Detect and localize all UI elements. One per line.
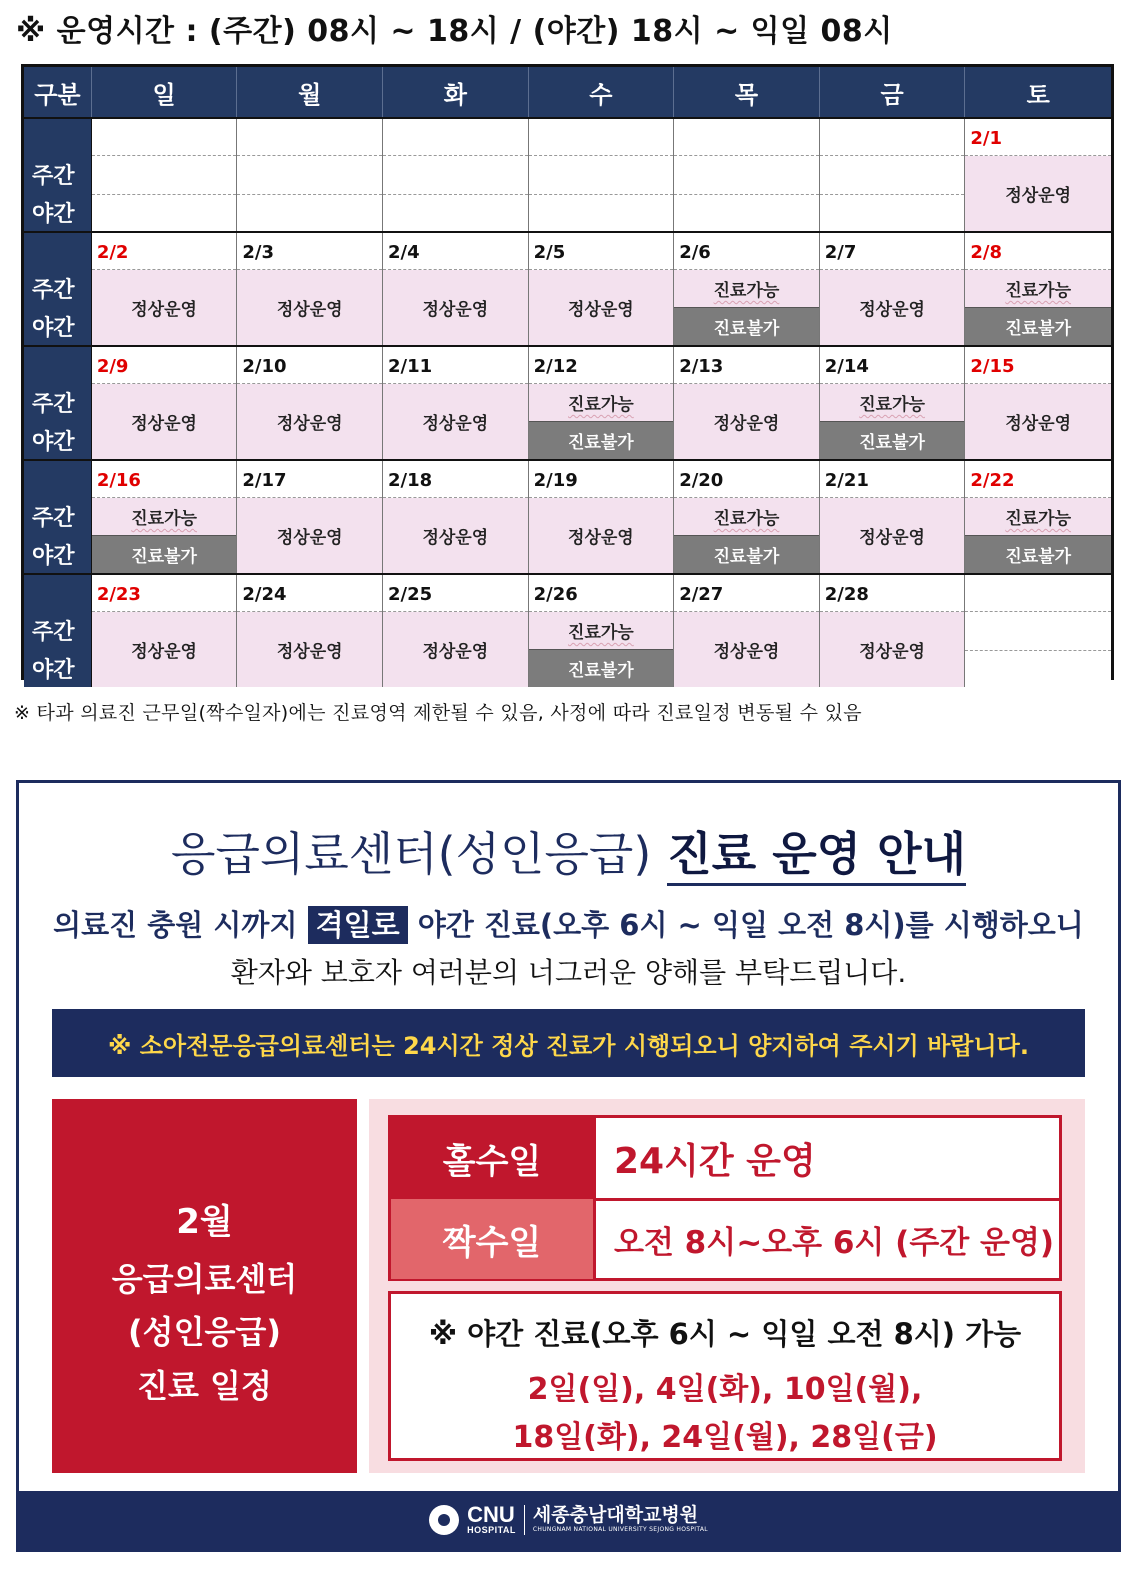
operating-hours-title: ※ 운영시간 : (주간) 08시 ~ 18시 / (야간) 18시 ~ 익일 08시 <box>16 14 893 49</box>
status-day-available: 진료가능 <box>674 498 819 535</box>
hospital-name-kr: 세종충남대학교병원 <box>532 1504 699 1526</box>
day-date <box>825 121 965 155</box>
day-date <box>97 121 237 155</box>
night-shift-label: 야간 <box>32 658 75 683</box>
day-date: 2/11 <box>388 355 433 377</box>
calendar-day-cell <box>674 575 820 687</box>
calendar-day-cell <box>383 233 529 345</box>
status-empty <box>92 156 237 231</box>
calendar-day-cell <box>383 461 529 573</box>
logo-divider <box>524 1505 525 1535</box>
even-day-key: 짝수일 <box>391 1199 593 1279</box>
calendar-day-cell <box>820 233 966 345</box>
status-normal: 정상운영 <box>237 384 382 459</box>
calendar-day-cell <box>965 347 1111 459</box>
status-normal: 정상운영 <box>820 498 965 573</box>
calendar-header <box>24 67 1111 117</box>
status-normal: 정상운영 <box>529 270 674 345</box>
calendar-week-row <box>24 459 1111 573</box>
week-row-label <box>24 119 92 231</box>
schedule-adult: (성인응급) <box>128 1313 281 1351</box>
day-date: 2/28 <box>824 583 869 605</box>
header-fri: 금 <box>820 67 966 117</box>
day-date <box>534 121 674 155</box>
day-date: 2/16 <box>96 469 141 491</box>
day-date: 2/1 <box>970 127 1002 149</box>
hospital-logo-icon <box>429 1505 459 1535</box>
night-shift-label: 야간 <box>32 202 75 227</box>
night-dates-line1: 2일(일), 4일(화), 10일(월), <box>527 1372 923 1407</box>
night-dates-line2: 18일(화), 24일(월), 28일(금) <box>512 1420 938 1455</box>
announcement-part-a: 의료진 충원 시까지 <box>53 908 298 942</box>
announcement-part-b: 야간 진료(오후 6시 ~ 익일 오전 8시)를 시행하오니 <box>417 908 1084 942</box>
poster-title <box>19 818 1118 884</box>
cnu-sub-text: HOSPITAL <box>467 1525 516 1535</box>
even-day-row <box>391 1199 1059 1279</box>
night-title: ※ 야간 진료(오후 6시 ~ 익일 오전 8시) 가능 <box>428 1317 1022 1351</box>
week-row-label <box>24 461 92 573</box>
day-shift-label: 주간 <box>32 278 75 303</box>
calendar-day-cell <box>383 347 529 459</box>
status-normal: 정상운영 <box>383 498 528 573</box>
status-day-available: 진료가능 <box>965 270 1111 307</box>
status-split <box>965 270 1111 345</box>
status-split <box>820 384 965 459</box>
day-date: 2/24 <box>242 583 287 605</box>
calendar-day-cell <box>965 233 1111 345</box>
status-normal: 정상운영 <box>820 270 965 345</box>
empty-divider <box>674 194 819 195</box>
header-thu: 목 <box>674 67 820 117</box>
day-shift-label: 주간 <box>32 506 75 531</box>
day-date: 2/18 <box>388 469 433 491</box>
calendar-day-cell <box>820 119 966 231</box>
status-split <box>529 612 674 687</box>
day-date: 2/23 <box>96 583 141 605</box>
cnu-logo-text <box>467 1502 516 1535</box>
header-category: 구분 <box>24 67 92 117</box>
status-empty <box>820 156 965 231</box>
status-night-unavailable: 진료불가 <box>529 421 674 459</box>
status-split <box>674 498 819 573</box>
empty-divider <box>820 194 965 195</box>
status-empty <box>529 156 674 231</box>
status-empty <box>237 156 382 231</box>
header-sat: 토 <box>1026 80 1050 109</box>
calendar-day-cell <box>529 461 675 573</box>
status-normal: 정상운영 <box>237 270 382 345</box>
alternate-day-highlight: 격일로 <box>308 906 408 944</box>
status-night-unavailable: 진료불가 <box>674 307 819 345</box>
calendar-day-cell <box>965 575 1111 687</box>
calendar-day-cell <box>237 347 383 459</box>
status-empty <box>965 612 1111 687</box>
calendar-day-cell <box>820 461 966 573</box>
status-split <box>529 384 674 459</box>
calendar-week-row <box>24 231 1111 345</box>
calendar-day-cell <box>92 461 238 573</box>
status-night-unavailable: 진료불가 <box>965 307 1111 345</box>
calendar-day-cell <box>529 347 675 459</box>
calendar-day-cell <box>529 119 675 231</box>
calendar-week-row <box>24 117 1111 231</box>
day-date: 2/5 <box>533 241 566 263</box>
status-normal: 정상운영 <box>92 384 237 459</box>
calendar-day-cell <box>965 119 1111 231</box>
day-date: 2/10 <box>242 355 287 377</box>
day-date <box>388 121 528 155</box>
status-night-unavailable: 진료불가 <box>965 535 1111 573</box>
calendar-week-row <box>24 345 1111 459</box>
status-normal: 정상운영 <box>92 612 237 687</box>
day-type-table <box>388 1115 1062 1281</box>
night-shift-label: 야간 <box>32 316 75 341</box>
status-split <box>965 498 1111 573</box>
odd-day-key: 홀수일 <box>391 1118 593 1198</box>
calendar-day-cell <box>237 119 383 231</box>
calendar-day-cell <box>820 347 966 459</box>
status-empty <box>383 156 528 231</box>
pediatric-notice-bar: ※ 소아전문응급의료센터는 24시간 정상 진료가 시행되오니 양지하여 주시기 바랍니다. <box>52 1009 1085 1077</box>
status-normal: 정상운영 <box>674 612 819 687</box>
status-normal: 정상운영 <box>383 270 528 345</box>
night-availability-box <box>388 1291 1062 1461</box>
day-date: 2/20 <box>679 469 724 491</box>
day-date: 2/14 <box>824 355 869 377</box>
status-day-available: 진료가능 <box>529 384 674 421</box>
calendar-footnote: ※ 타과 의료진 근무일(짝수일자)에는 진료영역 제한될 수 있음, 사정에 따라 진료일정 변동될 수 있음 <box>14 702 862 724</box>
status-normal: 정상운영 <box>965 156 1111 231</box>
day-date: 2/13 <box>679 355 724 377</box>
day-date: 2/12 <box>533 355 578 377</box>
status-normal: 정상운영 <box>529 498 674 573</box>
status-normal: 정상운영 <box>383 384 528 459</box>
empty-divider <box>92 194 237 195</box>
calendar-week-row <box>24 573 1111 687</box>
status-split <box>92 498 237 573</box>
calendar-day-cell <box>674 233 820 345</box>
status-normal: 정상운영 <box>92 270 237 345</box>
status-night-unavailable: 진료불가 <box>674 535 819 573</box>
header-sun: 일 <box>92 67 238 117</box>
calendar-day-cell <box>383 119 529 231</box>
day-date: 2/22 <box>970 469 1015 491</box>
status-normal: 정상운영 <box>383 612 528 687</box>
odd-day-row <box>391 1118 1059 1201</box>
empty-divider <box>237 194 382 195</box>
poster-apology: 환자와 보호자 여러분의 너그러운 양해를 부탁드립니다. <box>230 956 907 989</box>
header-tue: 화 <box>383 67 529 117</box>
calendar-day-cell <box>92 119 238 231</box>
day-date: 2/6 <box>679 241 711 263</box>
day-date: 2/4 <box>388 241 420 263</box>
calendar-day-cell <box>92 347 238 459</box>
status-empty <box>674 156 819 231</box>
status-night-unavailable: 진료불가 <box>820 421 965 459</box>
day-shift-label: 주간 <box>32 392 75 417</box>
empty-divider <box>529 194 674 195</box>
calendar-day-cell <box>674 119 820 231</box>
status-night-unavailable: 진료불가 <box>92 535 237 573</box>
info-panel <box>369 1099 1085 1473</box>
calendar-day-cell <box>529 233 675 345</box>
day-date <box>679 121 819 155</box>
week-row-label <box>24 347 92 459</box>
schedule-label-box <box>52 1099 357 1473</box>
status-normal: 정상운영 <box>237 498 382 573</box>
night-shift-label: 야간 <box>32 430 75 455</box>
day-date: 2/8 <box>970 241 1002 263</box>
day-date <box>242 121 382 155</box>
day-date: 2/19 <box>533 469 578 491</box>
day-date: 2/26 <box>533 583 578 605</box>
calendar-day-cell <box>383 575 529 687</box>
day-date: 2/25 <box>388 583 433 605</box>
day-date: 2/9 <box>96 355 129 377</box>
day-shift-label: 주간 <box>32 620 75 645</box>
schedule-center: 응급의료센터 <box>111 1260 298 1298</box>
schedule-caption: 진료 일정 <box>137 1367 272 1405</box>
status-split <box>674 270 819 345</box>
week-row-label <box>24 233 92 345</box>
poster-announcement <box>19 903 1118 944</box>
day-date: 2/27 <box>679 583 724 605</box>
calendar-day-cell <box>965 461 1111 573</box>
status-normal: 정상운영 <box>674 384 819 459</box>
empty-divider <box>383 194 528 195</box>
day-date <box>970 577 1111 611</box>
calendar-day-cell <box>237 233 383 345</box>
header-wed: 수 <box>529 67 675 117</box>
status-normal: 정상운영 <box>965 384 1111 459</box>
calendar-day-cell <box>237 461 383 573</box>
schedule-month: 2월 <box>176 1202 233 1242</box>
status-day-available: 진료가능 <box>820 384 965 421</box>
hospital-name-en: CHUNGNAM NATIONAL UNIVERSITY SEJONG HOSPITAL <box>532 1526 708 1533</box>
poster-title-center: 응급의료센터(성인응급) <box>171 827 652 881</box>
status-normal: 정상운영 <box>820 612 965 687</box>
status-day-available: 진료가능 <box>674 270 819 307</box>
day-date: 2/17 <box>242 469 287 491</box>
night-shift-label: 야간 <box>32 544 75 569</box>
day-date: 2/2 <box>96 241 129 263</box>
calendar-day-cell <box>92 575 238 687</box>
day-date: 2/21 <box>824 469 869 491</box>
empty-divider <box>965 650 1111 651</box>
calendar-day-cell <box>674 461 820 573</box>
hospital-name <box>533 1505 708 1535</box>
even-day-value: 오전 8시~오후 6시 (주간 운영) <box>593 1199 1059 1279</box>
calendar-day-cell <box>237 575 383 687</box>
week-row-label <box>24 575 92 687</box>
day-date: 2/3 <box>242 241 275 263</box>
february-calendar <box>21 64 1114 683</box>
status-normal: 정상운영 <box>237 612 382 687</box>
odd-day-value: 24시간 운영 <box>593 1118 1059 1198</box>
cnu-text: CNU <box>467 1502 515 1527</box>
hospital-footer <box>19 1491 1118 1549</box>
notice-poster <box>16 780 1121 1552</box>
day-shift-label: 주간 <box>32 164 75 189</box>
day-date: 2/7 <box>824 241 857 263</box>
calendar-day-cell <box>820 575 966 687</box>
calendar-day-cell <box>92 233 238 345</box>
day-date: 2/15 <box>970 355 1015 377</box>
status-day-available: 진료가능 <box>965 498 1111 535</box>
status-night-unavailable: 진료불가 <box>529 649 674 687</box>
header-mon: 월 <box>237 67 383 117</box>
calendar-day-cell <box>529 575 675 687</box>
poster-title-guide: 진료 운영 안내 <box>667 827 966 886</box>
status-day-available: 진료가능 <box>92 498 237 535</box>
status-day-available: 진료가능 <box>529 612 674 649</box>
calendar-day-cell <box>674 347 820 459</box>
